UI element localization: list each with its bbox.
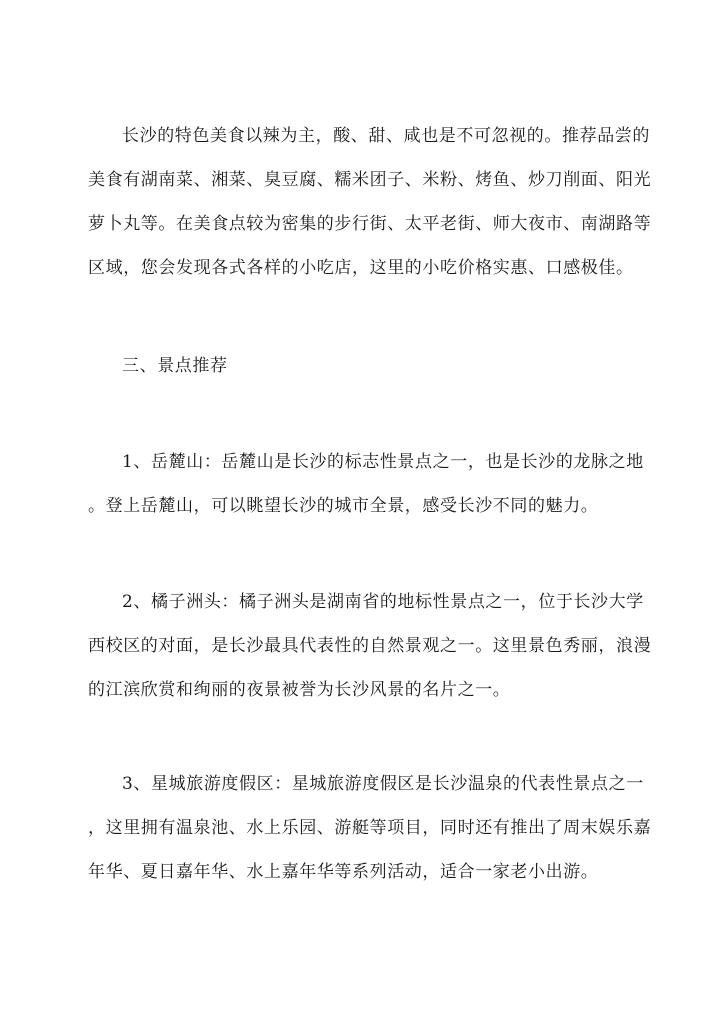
attraction-paragraph-xingcheng [88,762,652,894]
section-heading-block [88,344,633,388]
food-paragraph [88,114,652,290]
paragraph-line: 。登上岳麓山，可以眺望长沙的城市全景，感受长沙不同的魅力。 [88,496,599,516]
paragraph-line: 美食有湖南菜、湘菜、臭豆腐、糯米团子、米粉、烤鱼、炒刀削面、阳光 [88,170,652,190]
paragraph-line: 3、星城旅游度假区：星城旅游度假区是长沙温泉的代表性景点之一 [122,774,644,794]
paragraph-line: 长沙的特色美食以辣为主，酸、甜、咸也是不可忽视的。推荐品尝的 [122,126,650,146]
attraction-paragraph-yuelu [88,440,644,528]
paragraph-line: 1、岳麓山：岳麓山是长沙的标志性景点之一，也是长沙的龙脉之地 [122,452,644,472]
paragraph-line: 2、橘子洲头：橘子洲头是湖南省的地标性景点之一，位于长沙大学 [122,592,644,612]
paragraph-line: 区域，您会发现各式各样的小吃店，这里的小吃价格实惠、口感极佳。 [88,258,634,278]
paragraph-line: 萝卜丸等。在美食点较为密集的步行街、太平老街、师大夜市、南湖路等 [88,214,652,234]
paragraph-line: 的江滨欣赏和绚丽的夜景被誉为长沙风景的名片之一。 [88,680,511,700]
paragraph-line: ，这里拥有温泉池、水上乐园、游艇等项目，同时还有推出了周末娱乐嘉 [88,818,652,838]
paragraph-line: 西校区的对面，是长沙最具代表性的自然景观之一。这里景色秀丽，浪漫 [88,636,652,656]
section-heading: 三、景点推荐 [122,356,228,376]
paragraph-line: 年华、夏日嘉年华、水上嘉年华等系列活动，适合一家老小出游。 [88,862,599,882]
attraction-paragraph-juzizhou [88,580,652,712]
